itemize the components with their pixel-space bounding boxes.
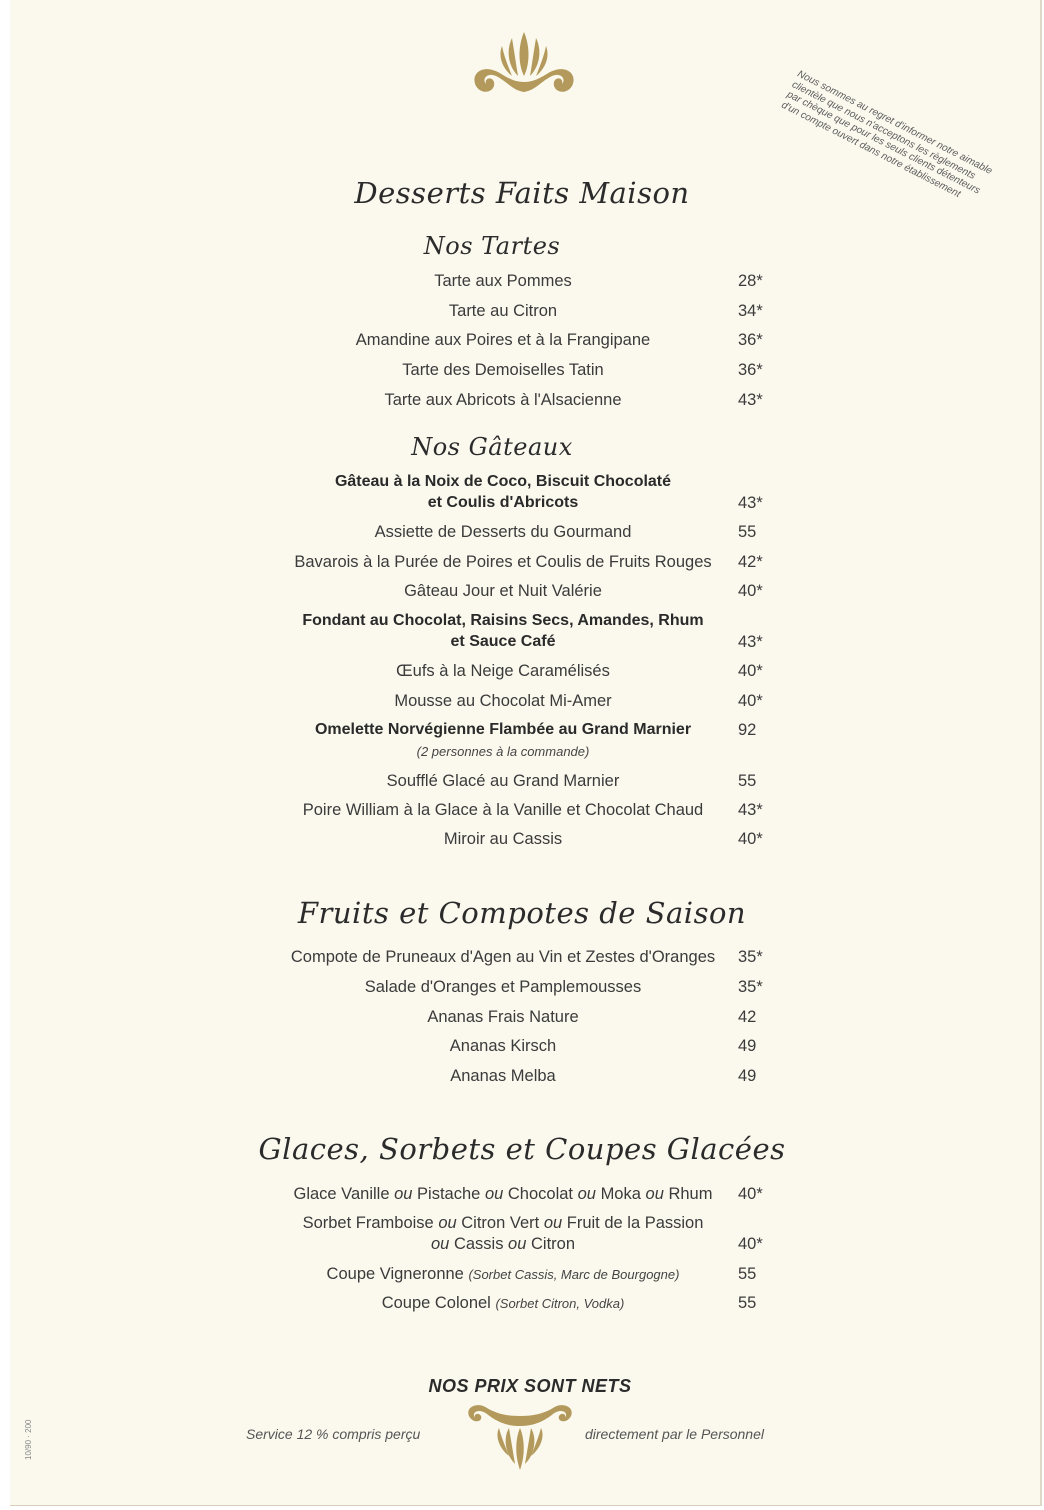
item-name-line1: Gâteau à la Noix de Coco, Biscuit Chocolaté <box>334 473 672 490</box>
item-price: 43* <box>738 391 763 409</box>
item-price: 36* <box>738 361 763 379</box>
coupe-note: (Sorbet Cassis, Marc de Bourgogne) <box>468 1267 680 1282</box>
section-title-desserts: Desserts Faits Maison <box>354 176 690 210</box>
item-price: 36* <box>738 331 763 349</box>
flavor: Rhum <box>668 1185 713 1203</box>
cheque-notice: Nous sommes au regret d'informer notre aimable clientèle que nous n'acceptons les règlements par chèque que pour les seuls clients détenteurs d'un compte ouvert dans notre établissement <box>779 68 994 200</box>
menu-item <box>0 662 1044 684</box>
menu-item <box>0 692 1044 714</box>
menu-item <box>0 1185 1044 1207</box>
flavor: Citron Vert <box>461 1214 540 1232</box>
or-word: ou <box>508 1235 527 1253</box>
menu-item <box>0 1294 1044 1316</box>
item-price: 42 <box>738 1008 757 1026</box>
menu-item <box>0 948 1044 970</box>
menu-item <box>0 473 1044 495</box>
menu-item <box>0 1214 1044 1236</box>
footer-service-left: Service 12 % compris perçu <box>246 1426 421 1442</box>
menu-item <box>0 978 1044 1000</box>
item-note: (2 personnes à la commande) <box>416 744 590 759</box>
or-word: ou <box>543 1214 563 1232</box>
menu-item <box>0 331 1044 353</box>
flavor: Pistache <box>417 1185 481 1203</box>
item-name: Ananas Kirsch <box>449 1037 557 1055</box>
item-price: 40* <box>738 662 763 680</box>
menu-item <box>0 612 1044 634</box>
item-name: Tarte au Citron <box>448 302 558 320</box>
menu-item <box>0 302 1044 324</box>
item-price: 40* <box>738 692 763 710</box>
item-price: 42* <box>738 553 763 571</box>
menu-item-note <box>0 744 1044 766</box>
item-name: Compote de Pruneaux d'Agen au Vin et Zestes d'Oranges <box>290 948 716 966</box>
item-name-line2: et Sauce Café <box>450 633 556 650</box>
or-word: ou <box>484 1185 504 1203</box>
item-name: Amandine aux Poires et à la Frangipane <box>355 331 651 349</box>
item-price: 35* <box>738 948 763 966</box>
flavor: Chocolat <box>507 1185 574 1203</box>
flavor: Fruit de la Passion <box>566 1214 704 1232</box>
item-name-line1: Fondant au Chocolat, Raisins Secs, Amandes, Rhum <box>302 612 704 629</box>
flavor: Moka <box>600 1185 641 1203</box>
menu-item <box>0 830 1044 852</box>
menu-item <box>0 1067 1044 1089</box>
item-name: Œufs à la Neige Caramélisés <box>396 662 610 680</box>
flavor: Citron <box>531 1235 576 1253</box>
or-word: ou <box>394 1185 413 1203</box>
item-price: 49 <box>738 1067 757 1085</box>
flavor: Glace Vanille <box>293 1185 390 1203</box>
item-name-line1 <box>0 1214 1006 1233</box>
item-name: Tarte des Demoiselles Tatin <box>402 361 604 379</box>
or-word: ou <box>438 1214 457 1232</box>
item-name: Assiette de Desserts du Gourmand <box>374 523 632 541</box>
or-word: ou <box>645 1185 664 1203</box>
menu-item <box>0 633 1044 655</box>
item-name <box>0 1185 1006 1204</box>
item-name: Salade d'Oranges et Pamplemousses <box>364 978 642 996</box>
flavor: Sorbet Framboise <box>302 1214 434 1232</box>
menu-item <box>0 801 1044 823</box>
coupe-note: (Sorbet Citron, Vodka) <box>495 1296 625 1311</box>
coupe-name: Coupe Vigneronne <box>326 1265 464 1283</box>
item-name: Tarte aux Pommes <box>434 272 572 290</box>
menu-item <box>0 772 1044 794</box>
item-name: Poire William à la Glace à la Vanille et Chocolat Chaud <box>302 801 704 819</box>
or-word: ou <box>577 1185 596 1203</box>
item-price: 40* <box>738 582 763 600</box>
menu-item <box>0 553 1044 575</box>
item-price: 92 <box>738 721 757 739</box>
item-price: 55 <box>738 1294 757 1312</box>
menu-item <box>0 1008 1044 1030</box>
item-name: Ananas Frais Nature <box>427 1008 579 1026</box>
section-title-fruits: Fruits et Compotes de Saison <box>297 896 747 930</box>
menu-item <box>0 494 1044 516</box>
coupe-name: Coupe Colonel <box>381 1294 491 1312</box>
footer-service-right: directement par le Personnel <box>585 1426 764 1442</box>
item-price: 43* <box>738 633 763 651</box>
or-word: ou <box>430 1235 450 1253</box>
item-price: 43* <box>738 801 763 819</box>
item-price: 55 <box>738 523 757 541</box>
item-name <box>0 1294 1006 1313</box>
menu-item <box>0 361 1044 383</box>
menu-item <box>0 1037 1044 1059</box>
item-name <box>0 1265 1006 1284</box>
item-name: Omelette Norvégienne Flambée au Grand Marnier <box>314 721 692 738</box>
subsection-title-tartes: Nos Tartes <box>423 232 561 260</box>
footer-title: NOS PRIX SONT NETS <box>428 1376 632 1396</box>
flavor: Cassis <box>453 1235 504 1253</box>
item-name: Soufflé Glacé au Grand Marnier <box>386 772 620 790</box>
palmette-ornament-icon <box>463 1402 577 1474</box>
item-price: 34* <box>738 302 763 320</box>
item-price: 55 <box>738 772 757 790</box>
item-name: Mousse au Chocolat Mi-Amer <box>394 692 612 710</box>
section-title-glaces: Glaces, Sorbets et Coupes Glacées <box>258 1132 786 1166</box>
palmette-ornament-icon <box>468 28 580 100</box>
item-price: 55 <box>738 1265 757 1283</box>
item-name-line2 <box>0 1235 1006 1254</box>
subsection-title-gateaux: Nos Gâteaux <box>411 433 573 461</box>
item-price: 40* <box>738 830 763 848</box>
menu-item <box>0 1265 1044 1287</box>
item-name: Miroir au Cassis <box>443 830 563 848</box>
menu-item <box>0 721 1044 743</box>
item-price: 40* <box>738 1185 763 1203</box>
menu-item <box>0 391 1044 413</box>
item-name: Ananas Melba <box>450 1067 556 1085</box>
menu-item <box>0 523 1044 545</box>
item-price: 49 <box>738 1037 757 1055</box>
item-price: 43* <box>738 494 763 512</box>
item-price: 40* <box>738 1235 763 1253</box>
menu-item <box>0 582 1044 604</box>
print-code: 10/90 · 200 <box>24 1419 33 1460</box>
item-name: Tarte aux Abricots à l'Alsacienne <box>384 391 622 409</box>
item-price: 28* <box>738 272 763 290</box>
item-name: Gâteau Jour et Nuit Valérie <box>404 582 602 600</box>
menu-item <box>0 1235 1044 1257</box>
item-price: 35* <box>738 978 763 996</box>
item-name-line2: et Coulis d'Abricots <box>427 494 579 511</box>
item-name: Bavarois à la Purée de Poires et Coulis de Fruits Rouges <box>294 553 712 571</box>
menu-item <box>0 272 1044 294</box>
